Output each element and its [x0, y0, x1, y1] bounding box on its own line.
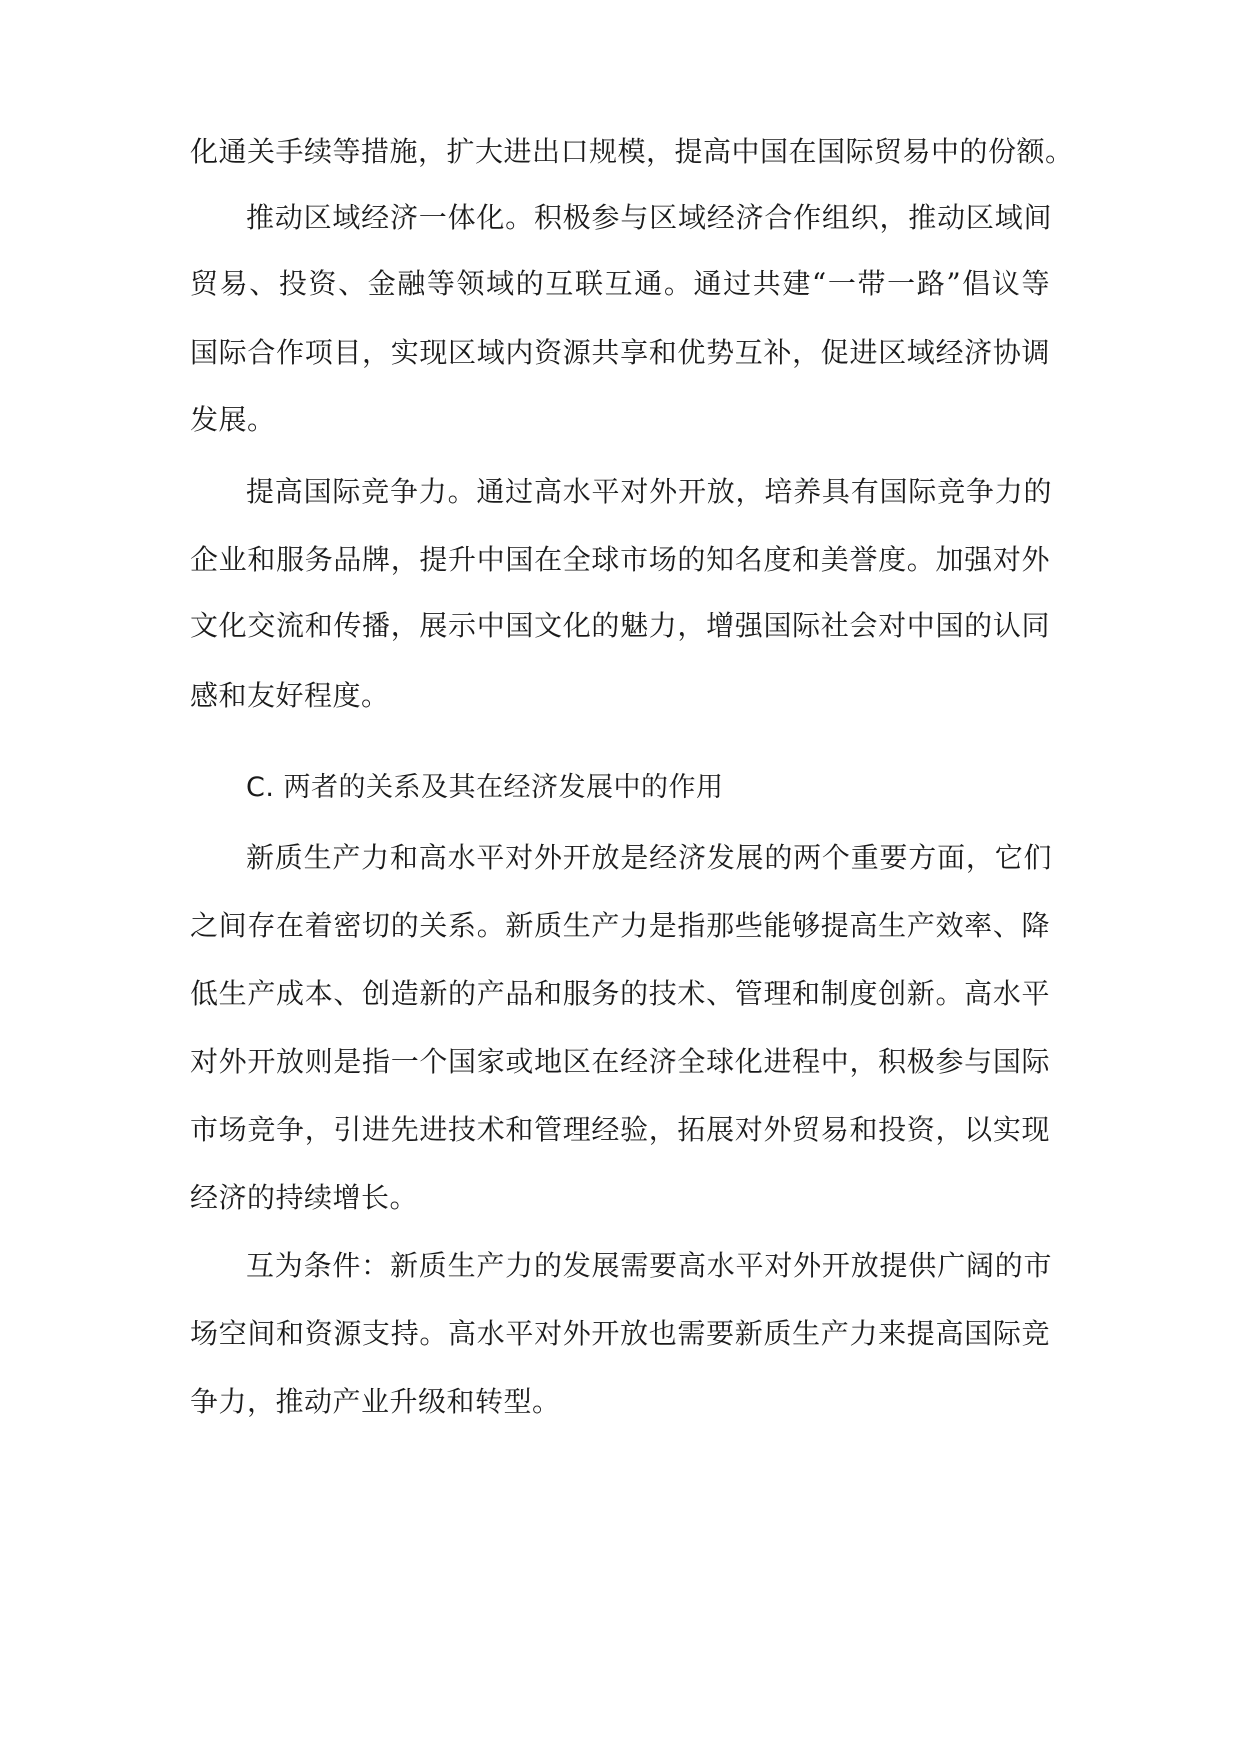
paragraph-line: 发展。: [190, 403, 276, 436]
paragraph-line: 之间存在着密切的关系。新质生产力是指那些能够提高生产效率、降: [190, 909, 1050, 942]
paragraph-line: 新质生产力和高水平对外开放是经济发展的两个重要方面，它们: [246, 841, 1052, 874]
paragraph-line: 推动区域经济一体化。积极参与区域经济合作组织，推动区域间: [246, 201, 1052, 234]
paragraph-line: 提高国际竞争力。通过高水平对外开放，培养具有国际竞争力的: [246, 475, 1052, 508]
paragraph-line: 场空间和资源支持。高水平对外开放也需要新质生产力来提高国际竞: [190, 1317, 1050, 1350]
paragraph-line: 国际合作项目，实现区域内资源共享和优势互补，促进区域经济协调: [190, 336, 1050, 369]
paragraph-line: 贸易、投资、金融等领域的互联互通。通过共建“一带一路”倡议等: [190, 267, 1050, 300]
paragraph-line: 争力，推动产业升级和转型。: [190, 1385, 561, 1418]
paragraph-line: 市场竞争，引进先进技术和管理经验，拓展对外贸易和投资，以实现: [190, 1113, 1050, 1146]
paragraph-line: 互为条件：新质生产力的发展需要高水平对外开放提供广阔的市: [246, 1249, 1052, 1282]
paragraph-line: 对外开放则是指一个国家或地区在经济全球化进程中，积极参与国际: [190, 1045, 1050, 1078]
paragraph-line: 经济的持续增长。: [190, 1181, 419, 1214]
paragraph-line: 低生产成本、创造新的产品和服务的技术、管理和制度创新。高水平: [190, 977, 1050, 1010]
paragraph-line: 感和友好程度。: [190, 679, 390, 712]
paragraph-line: 文化交流和传播，展示中国文化的魅力，增强国际社会对中国的认同: [190, 609, 1050, 642]
paragraph-line: 企业和服务品牌，提升中国在全球市场的知名度和美誉度。加强对外: [190, 543, 1050, 576]
paragraph-line: 化通关手续等措施，扩大进出口规模，提高中国在国际贸易中的份额。: [190, 135, 1074, 168]
section-heading: C. 两者的关系及其在经济发展中的作用: [246, 772, 724, 803]
